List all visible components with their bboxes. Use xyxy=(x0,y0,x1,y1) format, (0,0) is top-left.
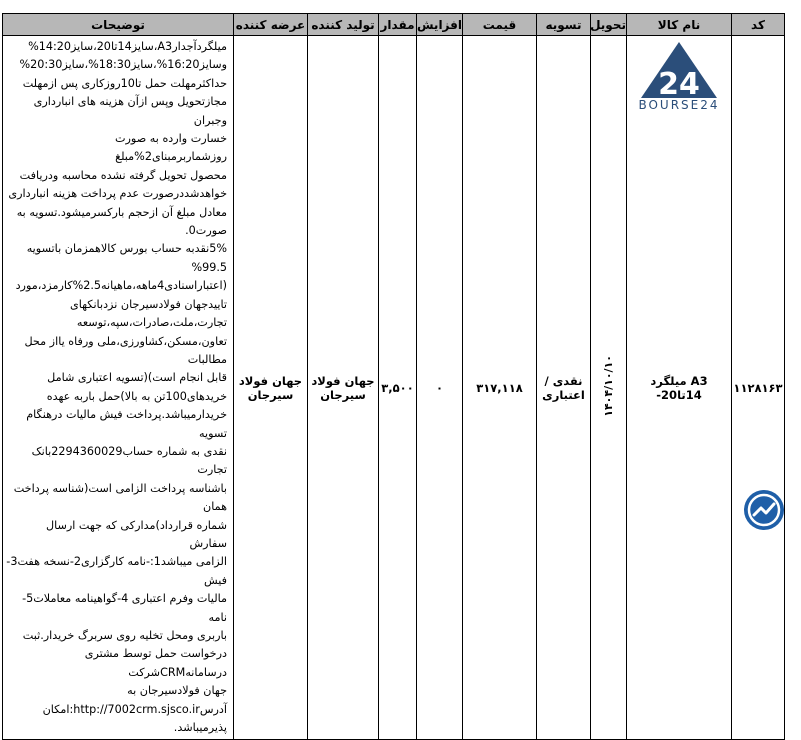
watermark-badge-icon xyxy=(742,488,786,532)
cell-code: ۱۱۲۸۱۶۳ xyxy=(732,36,785,740)
cell-settlement: نقدی / اعتباری xyxy=(537,36,591,740)
header-settlement: تسویه xyxy=(537,14,591,36)
description-text: میلگردآجدارA3،سایز14تا20،سایز14:20% وسایز16:20%،سایز18:30%،سایز20:30% حداکثرمهلت حمل تا10روزکاری پس ازمهلت مجازتحویل وپس ازآن هزینه های انبارداری وجبران خسارت وارده به صورت روزشماربرمبنای2%مبلغ محصول تحویل گرفته نشده محاسبه ودریافت خواهدشددرصورت عدم پرداخت هزینه انبارداری معادل مبلغ آن ازحجم بارکسرمیشود.تسویه به صورت0. 5%نقدبه حساب بورس کالاهمزمان باتسویه 99.5% (اعتباراسنادی4ماهه،ماهیانه2.5%کارمزد،مورد تاییدجهان فولادسیرجان نزدبانکهای تجارت،ملت،صادرات،سپه،توسعه تعاون،مسکن،کشاورزی،ملی ورفاه یااز محل مطالبات قابل انجام است)(تسویه اعتباری شامل خریدهای100تن به بالا)حمل باربه عهده خریدارمیباشد.پرداخت فیش مالیات درهنگام تسویه نقدی به شماره حساب2294360029بانک تجارت باشناسه پرداخت الزامی است(شناسه پرداخت همان شماره قرارداد)مدارکی که جهت ارسال سفارش الزامی میباشد1:-نامه کارگزاری2-نسخه هفت3-فیش مالیات وفرم اعتباری 4-گواهینامه معاملات5-نامه باربری ومحل تخلیه روی سربرگ خریدار.ثبت درخواست حمل توسط مشتری درسامانهCRMشرکت جهان فولادسیرجان به آدرسhttp://7002crm.sjsco.ir:امکان پذیرمیباشد. xyxy=(6,40,227,735)
cell-delivery xyxy=(591,36,627,740)
cell-quantity: ۳,۵۰۰ xyxy=(379,36,417,740)
header-code: کد xyxy=(732,14,785,36)
header-supplier: عرضه کننده xyxy=(234,14,308,36)
logo-word: BOURSE24 xyxy=(638,98,720,112)
cell-producer: جهان فولاد سیرجان xyxy=(308,36,379,740)
cell-increase: ۰ xyxy=(417,36,463,740)
table-row xyxy=(3,36,785,740)
header-producer: تولید کننده xyxy=(308,14,379,36)
header-row xyxy=(3,14,785,36)
cell-description xyxy=(3,36,234,740)
cell-supplier: جهان فولاد سیرجان xyxy=(234,36,308,740)
offer-table xyxy=(2,13,785,740)
header-price: قیمت xyxy=(463,14,537,36)
header-description: توضیحات xyxy=(3,14,234,36)
header-increase: افزایش xyxy=(417,14,463,36)
header-name: نام کالا xyxy=(627,14,732,36)
product-name: A3 میلگرد 14تا20- xyxy=(650,373,708,402)
delivery-date: ۱۴۰۴/۱۰/۱۰ xyxy=(602,355,615,418)
cell-name xyxy=(627,36,732,740)
cell-price: ۳۱۷,۱۱۸ xyxy=(463,36,537,740)
header-delivery: تحویل xyxy=(591,14,627,36)
header-quantity: مقدار xyxy=(379,14,417,36)
logo-mark: 24 xyxy=(658,67,700,102)
